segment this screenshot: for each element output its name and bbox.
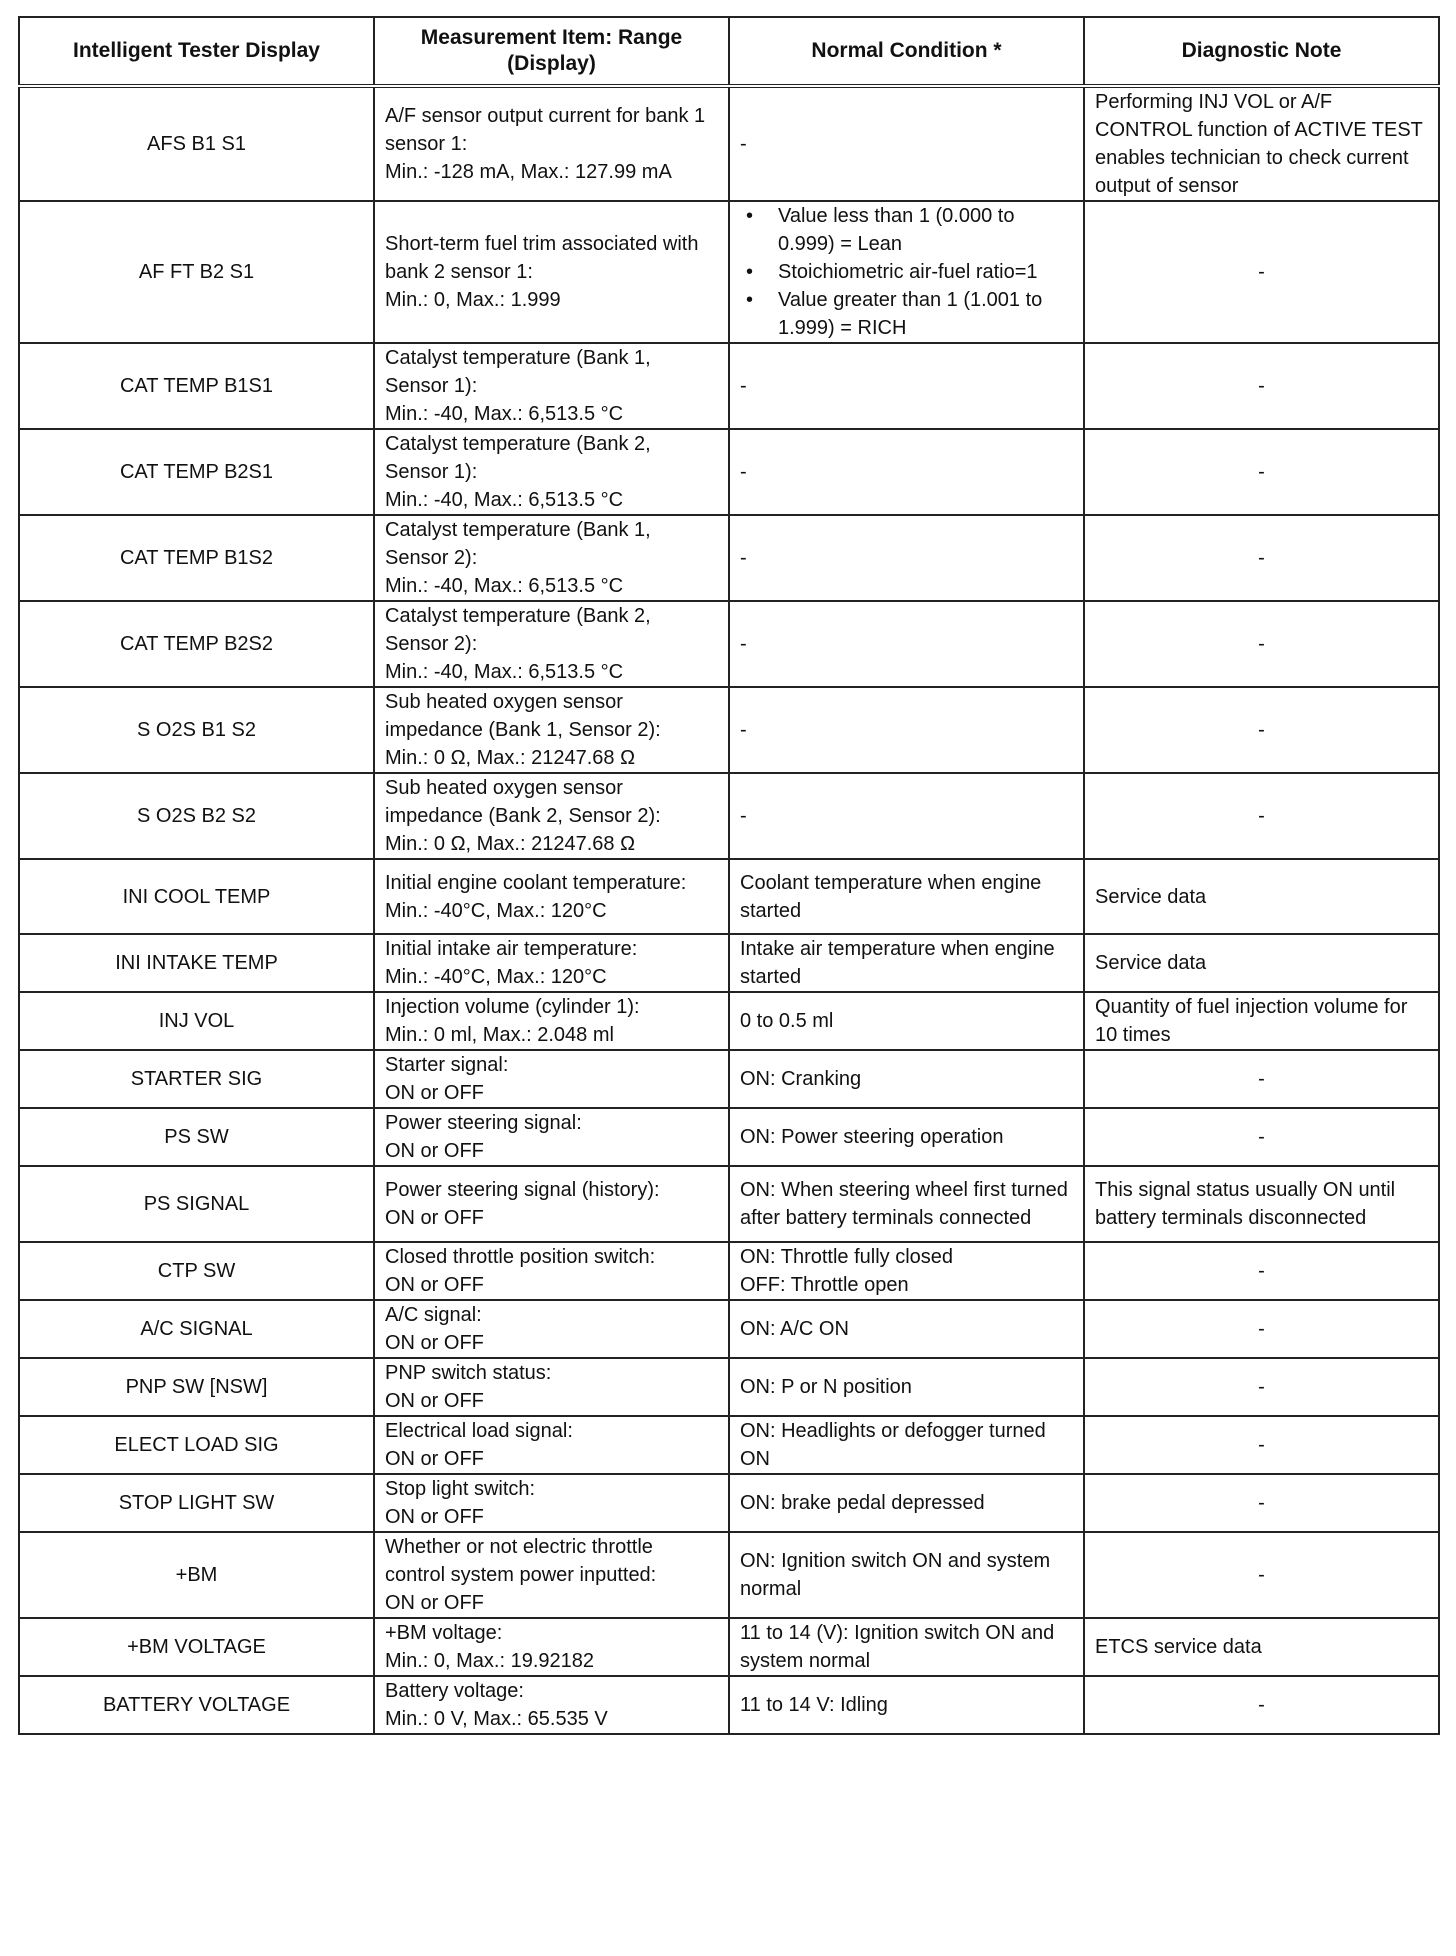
measurement-line: Min.: 0 V, Max.: 65.535 V xyxy=(385,1708,608,1730)
measurement-cell xyxy=(374,201,729,343)
measurement-cell xyxy=(374,1300,729,1358)
normal-condition-cell xyxy=(729,1358,1084,1416)
condition-bullet-list xyxy=(740,202,1073,342)
tester-display-cell: +BM xyxy=(19,1532,374,1618)
table-row xyxy=(19,86,1439,201)
diagnostic-note-cell: This signal status usually ON until battery terminals disconnected xyxy=(1084,1166,1439,1242)
measurement-line: Initial intake air temperature: xyxy=(385,938,638,960)
tester-display-cell: CAT TEMP B1S2 xyxy=(19,515,374,601)
measurement-line: A/F sensor output current for bank 1 sensor 1: xyxy=(385,105,706,155)
table-row xyxy=(19,1050,1439,1108)
header-normal-condition: Normal Condition * xyxy=(729,17,1084,86)
diagnostic-note-cell: - xyxy=(1084,429,1439,515)
normal-condition-cell xyxy=(729,201,1084,343)
diagnostic-note-cell: - xyxy=(1084,687,1439,773)
diagnostic-note-cell: - xyxy=(1084,1416,1439,1474)
measurement-line: Starter signal: xyxy=(385,1054,509,1076)
measurement-line: +BM voltage: xyxy=(385,1622,503,1644)
tester-data-table xyxy=(18,16,1440,1735)
diagnostic-note-cell: - xyxy=(1084,1676,1439,1734)
diagnostic-note-cell: - xyxy=(1084,773,1439,859)
condition-line: - xyxy=(740,719,747,741)
normal-condition-cell xyxy=(729,1300,1084,1358)
measurement-cell xyxy=(374,773,729,859)
tester-display-cell: INI INTAKE TEMP xyxy=(19,934,374,992)
measurement-line: ON or OFF xyxy=(385,1274,484,1296)
diagnostic-note-cell: - xyxy=(1084,1242,1439,1300)
diagnostic-note-cell: Service data xyxy=(1084,859,1439,934)
measurement-cell xyxy=(374,687,729,773)
measurement-line: Initial engine coolant temperature: xyxy=(385,871,687,894)
normal-condition-cell xyxy=(729,1416,1084,1474)
tester-display-cell: CAT TEMP B2S1 xyxy=(19,429,374,515)
table-row xyxy=(19,934,1439,992)
tester-display-cell: ELECT LOAD SIG xyxy=(19,1416,374,1474)
measurement-line: Sub heated oxygen sensor impedance (Bank 2, Sensor 2): xyxy=(385,777,661,827)
measurement-line: Catalyst temperature (Bank 2, Sensor 2): xyxy=(385,605,651,655)
condition-bullet-item: • Stoichiometric air-fuel ratio=1 xyxy=(740,258,1073,286)
diagnostic-note-cell: - xyxy=(1084,601,1439,687)
normal-condition-cell xyxy=(729,343,1084,429)
condition-line: Coolant temperature when engine started xyxy=(740,871,1042,922)
normal-condition-cell xyxy=(729,1166,1084,1242)
diagnostic-note-cell: - xyxy=(1084,343,1439,429)
measurement-cell xyxy=(374,934,729,992)
condition-line: 0 to 0.5 ml xyxy=(740,1010,834,1032)
diagnostic-note-cell: Service data xyxy=(1084,934,1439,992)
measurement-line: Min.: -40, Max.: 6,513.5 °C xyxy=(385,661,624,683)
measurement-cell xyxy=(374,1416,729,1474)
normal-condition-cell xyxy=(729,1618,1084,1676)
measurement-cell xyxy=(374,1242,729,1300)
diagnostic-note-cell: Quantity of fuel injection volume for 10 times xyxy=(1084,992,1439,1050)
measurement-cell xyxy=(374,1108,729,1166)
measurement-line: Sub heated oxygen sensor impedance (Bank 1, Sensor 2): xyxy=(385,691,661,741)
measurement-cell xyxy=(374,1618,729,1676)
measurement-line: Power steering signal: xyxy=(385,1112,582,1134)
measurement-line: Min.: -40°C, Max.: 120°C xyxy=(385,966,607,988)
table-row xyxy=(19,1618,1439,1676)
condition-line: - xyxy=(740,805,747,827)
measurement-cell xyxy=(374,1474,729,1532)
measurement-line: ON or OFF xyxy=(385,1140,484,1162)
measurement-cell xyxy=(374,859,729,934)
diagnostic-note-cell: ETCS service data xyxy=(1084,1618,1439,1676)
diagnostic-note-cell: - xyxy=(1084,515,1439,601)
measurement-line: ON or OFF xyxy=(385,1390,484,1412)
measurement-line: PNP switch status: xyxy=(385,1362,552,1384)
normal-condition-cell xyxy=(729,1242,1084,1300)
table-row xyxy=(19,687,1439,773)
condition-line: ON: brake pedal depressed xyxy=(740,1492,985,1514)
measurement-line: Electrical load signal: xyxy=(385,1420,573,1442)
measurement-line: Short-term fuel trim associated with bank 2 sensor 1: xyxy=(385,233,699,283)
measurement-line: Stop light switch: xyxy=(385,1478,536,1500)
measurement-cell xyxy=(374,1050,729,1108)
measurement-line: A/C signal: xyxy=(385,1304,482,1326)
measurement-line: ON or OFF xyxy=(385,1332,484,1354)
measurement-line: Min.: 0 ml, Max.: 2.048 ml xyxy=(385,1024,614,1046)
table-row xyxy=(19,1358,1439,1416)
measurement-line: Min.: 0 Ω, Max.: 21247.68 Ω xyxy=(385,747,636,769)
measurement-line: Closed throttle position switch: xyxy=(385,1246,656,1268)
measurement-line: Catalyst temperature (Bank 1, Sensor 1): xyxy=(385,347,651,397)
table-body xyxy=(19,86,1439,1734)
measurement-line: ON or OFF xyxy=(385,1506,484,1528)
tester-display-cell: A/C SIGNAL xyxy=(19,1300,374,1358)
table-row xyxy=(19,992,1439,1050)
tester-display-cell: STOP LIGHT SW xyxy=(19,1474,374,1532)
measurement-line: ON or OFF xyxy=(385,1592,484,1614)
condition-line: - xyxy=(740,633,747,655)
table-row xyxy=(19,601,1439,687)
normal-condition-cell xyxy=(729,1676,1084,1734)
measurement-line: Min.: -128 mA, Max.: 127.99 mA xyxy=(385,161,672,183)
tester-display-cell: S O2S B1 S2 xyxy=(19,687,374,773)
tester-display-cell: BATTERY VOLTAGE xyxy=(19,1676,374,1734)
condition-line: ON: Ignition switch ON and system normal xyxy=(740,1550,1051,1600)
measurement-cell xyxy=(374,1532,729,1618)
measurement-cell xyxy=(374,601,729,687)
header-diagnostic-note: Diagnostic Note xyxy=(1084,17,1439,86)
condition-line: ON: Headlights or defogger turned ON xyxy=(740,1420,1046,1470)
measurement-line: Min.: -40, Max.: 6,513.5 °C xyxy=(385,403,624,425)
tester-display-cell: PS SW xyxy=(19,1108,374,1166)
table-row xyxy=(19,1532,1439,1618)
measurement-cell xyxy=(374,515,729,601)
measurement-line: Catalyst temperature (Bank 2, Sensor 1): xyxy=(385,433,651,483)
table-row xyxy=(19,1474,1439,1532)
normal-condition-cell xyxy=(729,1474,1084,1532)
diagnostic-note-cell: - xyxy=(1084,1300,1439,1358)
tester-display-cell: CTP SW xyxy=(19,1242,374,1300)
diagnostic-note-cell: - xyxy=(1084,1358,1439,1416)
diagnostic-note-cell: - xyxy=(1084,1532,1439,1618)
condition-line: Intake air temperature when engine started xyxy=(740,938,1055,988)
tester-display-cell: STARTER SIG xyxy=(19,1050,374,1108)
tester-display-cell: INI COOL TEMP xyxy=(19,859,374,934)
measurement-cell xyxy=(374,343,729,429)
diagnostic-note-cell: - xyxy=(1084,1108,1439,1166)
normal-condition-cell xyxy=(729,1532,1084,1618)
tester-display-cell: CAT TEMP B1S1 xyxy=(19,343,374,429)
table-row xyxy=(19,773,1439,859)
table-row xyxy=(19,1300,1439,1358)
condition-line: ON: A/C ON xyxy=(740,1318,849,1340)
measurement-cell xyxy=(374,429,729,515)
normal-condition-cell xyxy=(729,515,1084,601)
condition-line: ON: When steering wheel first turned after battery terminals connected xyxy=(740,1179,1068,1229)
normal-condition-cell xyxy=(729,601,1084,687)
measurement-cell xyxy=(374,1166,729,1242)
condition-line: - xyxy=(740,133,747,155)
tester-display-cell: S O2S B2 S2 xyxy=(19,773,374,859)
measurement-line: ON or OFF xyxy=(385,1207,484,1229)
diagnostic-note-cell: - xyxy=(1084,1050,1439,1108)
normal-condition-cell xyxy=(729,1108,1084,1166)
measurement-cell xyxy=(374,992,729,1050)
table-row xyxy=(19,1242,1439,1300)
normal-condition-cell xyxy=(729,992,1084,1050)
normal-condition-cell xyxy=(729,86,1084,201)
measurement-line: Min.: -40, Max.: 6,513.5 °C xyxy=(385,575,624,597)
measurement-line: Min.: 0, Max.: 19.92182 xyxy=(385,1650,595,1672)
normal-condition-cell xyxy=(729,773,1084,859)
table-row xyxy=(19,1676,1439,1734)
condition-line: ON: Cranking xyxy=(740,1068,862,1090)
measurement-line: Whether or not electric throttle control system power inputted: xyxy=(385,1536,657,1586)
tester-display-cell: INJ VOL xyxy=(19,992,374,1050)
table-row xyxy=(19,859,1439,934)
measurement-line: Min.: 0, Max.: 1.999 xyxy=(385,289,561,311)
table-row xyxy=(19,515,1439,601)
table-row xyxy=(19,429,1439,515)
measurement-line: Power steering signal (history): xyxy=(385,1179,660,1201)
diagnostic-note-cell: Performing INJ VOL or A/F CONTROL function of ACTIVE TEST enables technician to check current output of sensor xyxy=(1084,86,1439,201)
measurement-line: Battery voltage: xyxy=(385,1680,524,1702)
measurement-line: Min.: -40, Max.: 6,513.5 °C xyxy=(385,489,624,511)
tester-display-cell: AF FT B2 S1 xyxy=(19,201,374,343)
measurement-line: ON or OFF xyxy=(385,1448,484,1470)
measurement-line: Min.: 0 Ω, Max.: 21247.68 Ω xyxy=(385,833,636,855)
normal-condition-cell xyxy=(729,429,1084,515)
condition-line: - xyxy=(740,547,747,569)
tester-display-cell: PS SIGNAL xyxy=(19,1166,374,1242)
condition-bullet-item: • Value less than 1 (0.000 to 0.999) = Lean xyxy=(740,202,1073,258)
table-row xyxy=(19,1108,1439,1166)
tester-display-cell: PNP SW [NSW] xyxy=(19,1358,374,1416)
condition-line: ON: P or N position xyxy=(740,1376,912,1398)
diagnostic-note-cell: - xyxy=(1084,201,1439,343)
diagnostic-note-cell: - xyxy=(1084,1474,1439,1532)
tester-display-cell: AFS B1 S1 xyxy=(19,86,374,201)
measurement-cell xyxy=(374,1358,729,1416)
measurement-line: ON or OFF xyxy=(385,1082,484,1104)
normal-condition-cell xyxy=(729,934,1084,992)
condition-line: - xyxy=(740,375,747,397)
table-row xyxy=(19,343,1439,429)
header-tester-display: Intelligent Tester Display xyxy=(19,17,374,86)
measurement-line: Catalyst temperature (Bank 1, Sensor 2): xyxy=(385,519,651,569)
tester-display-cell: CAT TEMP B2S2 xyxy=(19,601,374,687)
table-row xyxy=(19,1416,1439,1474)
measurement-line: Min.: -40°C, Max.: 120°C xyxy=(385,899,607,922)
measurement-line: Injection volume (cylinder 1): xyxy=(385,996,640,1018)
measurement-cell xyxy=(374,86,729,201)
normal-condition-cell xyxy=(729,859,1084,934)
table-row xyxy=(19,1166,1439,1242)
condition-line: ON: Power steering operation xyxy=(740,1126,1004,1148)
tester-display-cell: +BM VOLTAGE xyxy=(19,1618,374,1676)
normal-condition-cell xyxy=(729,687,1084,773)
table-row xyxy=(19,201,1439,343)
condition-bullet-item: • Value greater than 1 (1.001 to 1.999) = RICH xyxy=(740,286,1073,342)
header-measurement-item: Measurement Item: Range (Display) xyxy=(374,17,729,86)
condition-line: OFF: Throttle open xyxy=(740,1274,909,1296)
condition-line: ON: Throttle fully closed xyxy=(740,1246,954,1268)
condition-line: - xyxy=(740,461,747,483)
condition-line: 11 to 14 V: Idling xyxy=(740,1694,888,1716)
table-header-row xyxy=(19,17,1439,86)
normal-condition-cell xyxy=(729,1050,1084,1108)
measurement-cell xyxy=(374,1676,729,1734)
condition-line: 11 to 14 (V): Ignition switch ON and system normal xyxy=(740,1622,1055,1672)
